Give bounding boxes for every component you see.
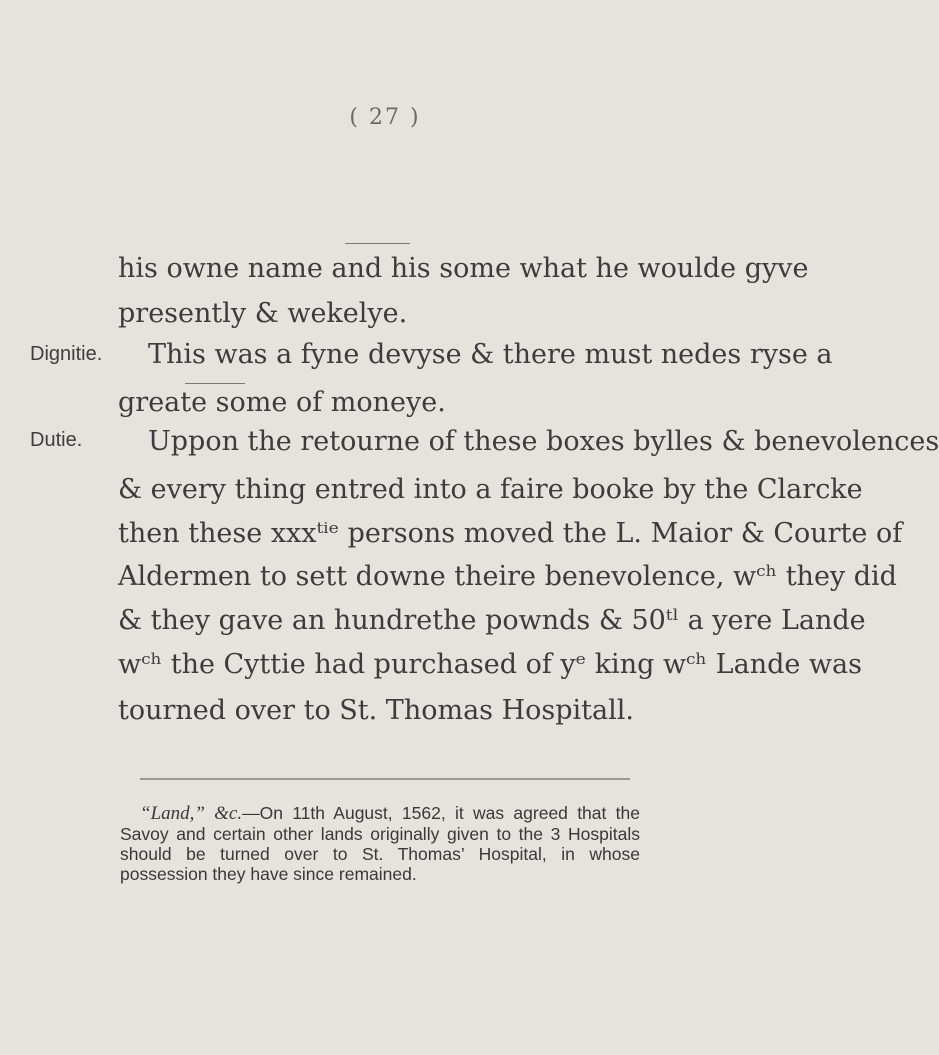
text-line-4: greate some of moneye. bbox=[118, 387, 446, 418]
underline-some bbox=[345, 243, 410, 244]
text-line-8: Aldermen to sett downe theire benevolence, wᶜʰ they did bbox=[118, 561, 897, 592]
footnote bbox=[120, 803, 640, 884]
footnote-lead: “Land,” &c. bbox=[140, 803, 243, 824]
text-line-2: presently & wekelye. bbox=[118, 298, 408, 329]
footnote-text: —On 11th August, 1562, it was agreed that the Savoy and certain other lands originally given to the 3 Hospitals should be turned over to St. Thomas’ Hospital, in whose possession they have since remained. bbox=[120, 803, 640, 884]
margin-note-dutie: Dutie. bbox=[30, 429, 83, 451]
text-line-6: & every thing entred into a faire booke by the Clarcke bbox=[118, 474, 863, 505]
margin-note-dignitie: Dignitie. bbox=[30, 343, 103, 365]
text-line-11: tourned over to St. Thomas Hospitall. bbox=[118, 695, 634, 726]
text-line-10: wᶜʰ the Cyttie had purchased of yᵉ king wᶜʰ Lande was bbox=[118, 649, 862, 680]
footnote-rule bbox=[140, 778, 630, 780]
page-number: ( 27 ) bbox=[349, 105, 421, 130]
text-line-7: then these xxxᵗⁱᵉ persons moved the L. Maior & Courte of bbox=[118, 518, 903, 549]
text-line-9: & they gave an hundrethe pownds & 50ᵗˡ a yere Lande bbox=[118, 605, 866, 636]
underline-some-2 bbox=[185, 383, 245, 384]
text-line-5: Uppon the retourne of these boxes bylles & benevolences bbox=[148, 426, 939, 457]
text-line-3: This was a fyne devyse & there must nedes ryse a bbox=[148, 339, 833, 370]
text-line-1: his owne name and his some what he woulde gyve bbox=[118, 253, 809, 284]
